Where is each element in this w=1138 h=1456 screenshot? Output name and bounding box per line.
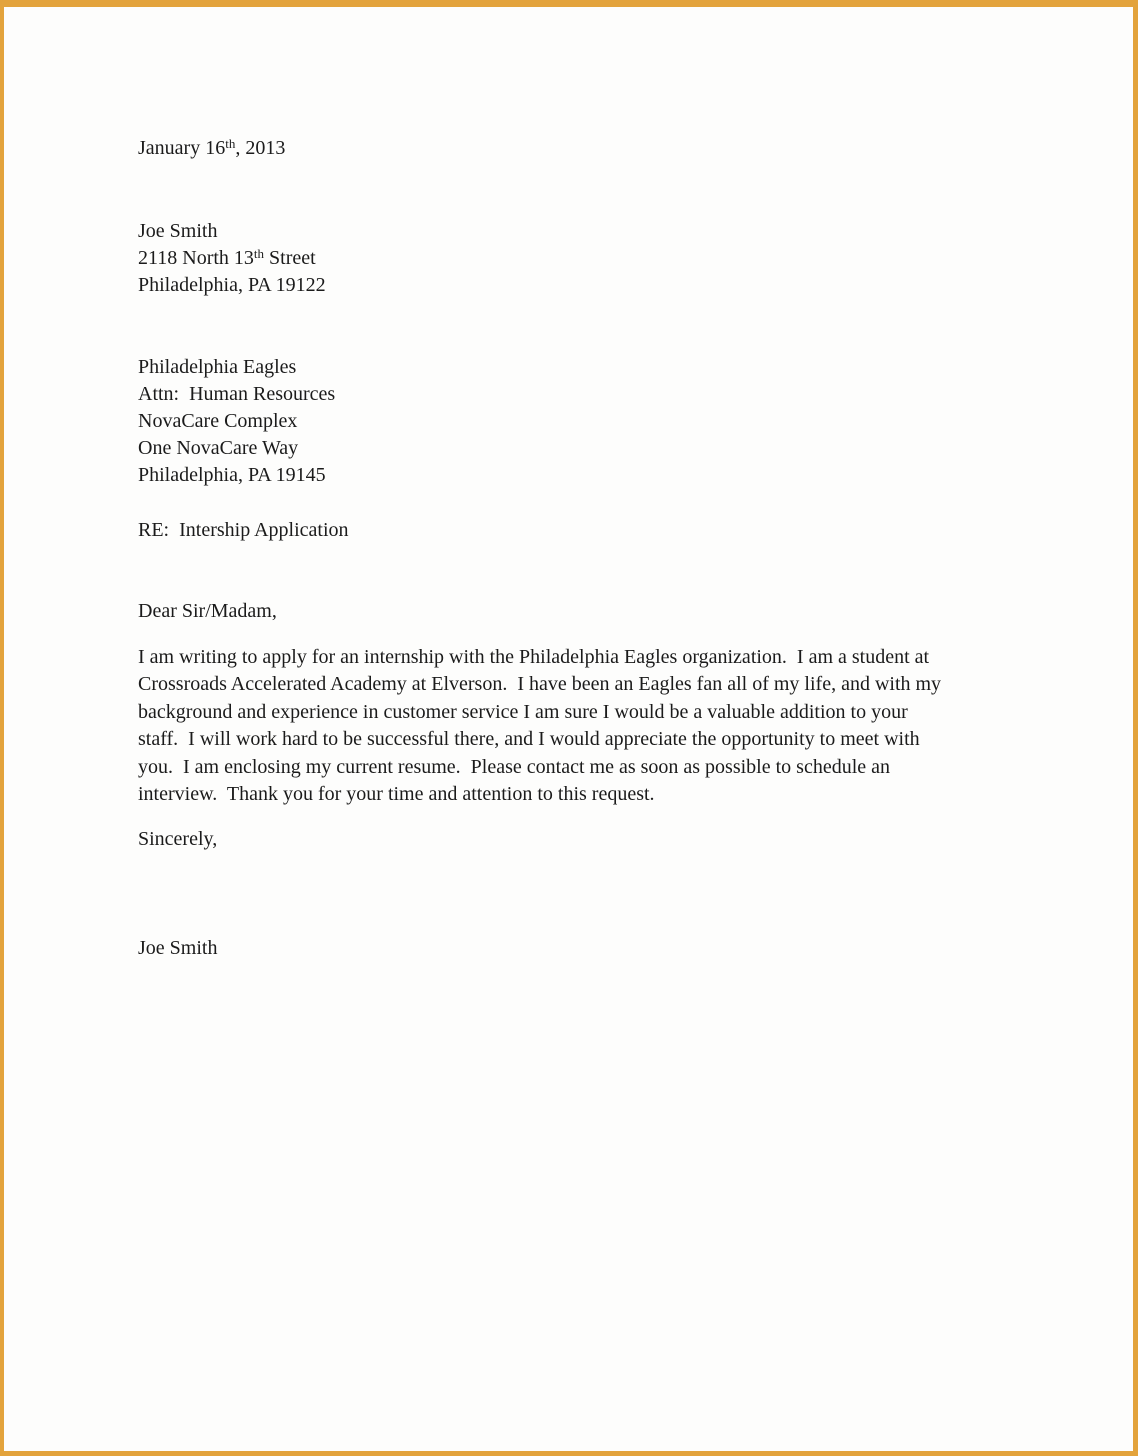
signature-name: Joe Smith — [138, 937, 218, 960]
recipient-street: One NovaCare Way — [138, 437, 299, 459]
date-ordinal: th — [225, 136, 236, 151]
body-line: Crossroads Accelerated Academy at Elverson. I have been an Eagles fan all of my life, and with my — [138, 673, 942, 696]
subject-block — [138, 517, 1093, 544]
date-prefix: January 16 — [138, 137, 226, 159]
recipient-complex: NovaCare Complex — [138, 410, 298, 432]
date-block — [138, 135, 1093, 162]
sender-address-block — [138, 218, 1093, 299]
salutation: Dear Sir/Madam, — [138, 600, 277, 622]
body-line: staff. I will work hard to be successful there, and I would appreciate the opportunity to meet with — [138, 728, 920, 751]
body-line: you. I am enclosing my current resume. Please contact me as soon as possible to schedule an — [138, 755, 891, 778]
recipient-attn: Attn: Human Resources — [138, 383, 336, 405]
subject-line: RE: Intership Application — [138, 519, 349, 541]
sender-street-ordinal: th — [253, 246, 265, 261]
date-suffix: , 2013 — [235, 137, 286, 159]
sender-street — [138, 245, 1093, 272]
body-line: interview. Thank you for your time and attention to this request. — [138, 783, 655, 806]
recipient-city: Philadelphia, PA 19145 — [138, 464, 326, 486]
date-line — [138, 135, 1093, 162]
sender-street-suffix: Street — [264, 247, 316, 269]
sender-name: Joe Smith — [138, 220, 218, 242]
body-line: background and experience in customer service I am sure I would be a valuable addition to your — [138, 700, 908, 723]
closing: Sincerely, — [138, 828, 218, 851]
body-paragraph — [138, 644, 1093, 808]
recipient-address-block — [138, 354, 1093, 489]
body-line: I am writing to apply for an internship with the Philadelphia Eagles organization. I am a student at — [138, 646, 930, 668]
signature-block — [138, 935, 1093, 962]
letter-content — [138, 7, 1093, 962]
salutation-block — [138, 598, 1093, 625]
closing-block — [138, 826, 1093, 853]
sender-street-prefix: 2118 North 13 — [138, 247, 254, 269]
recipient-organization: Philadelphia Eagles — [138, 356, 297, 378]
sender-city: Philadelphia, PA 19122 — [138, 274, 326, 296]
